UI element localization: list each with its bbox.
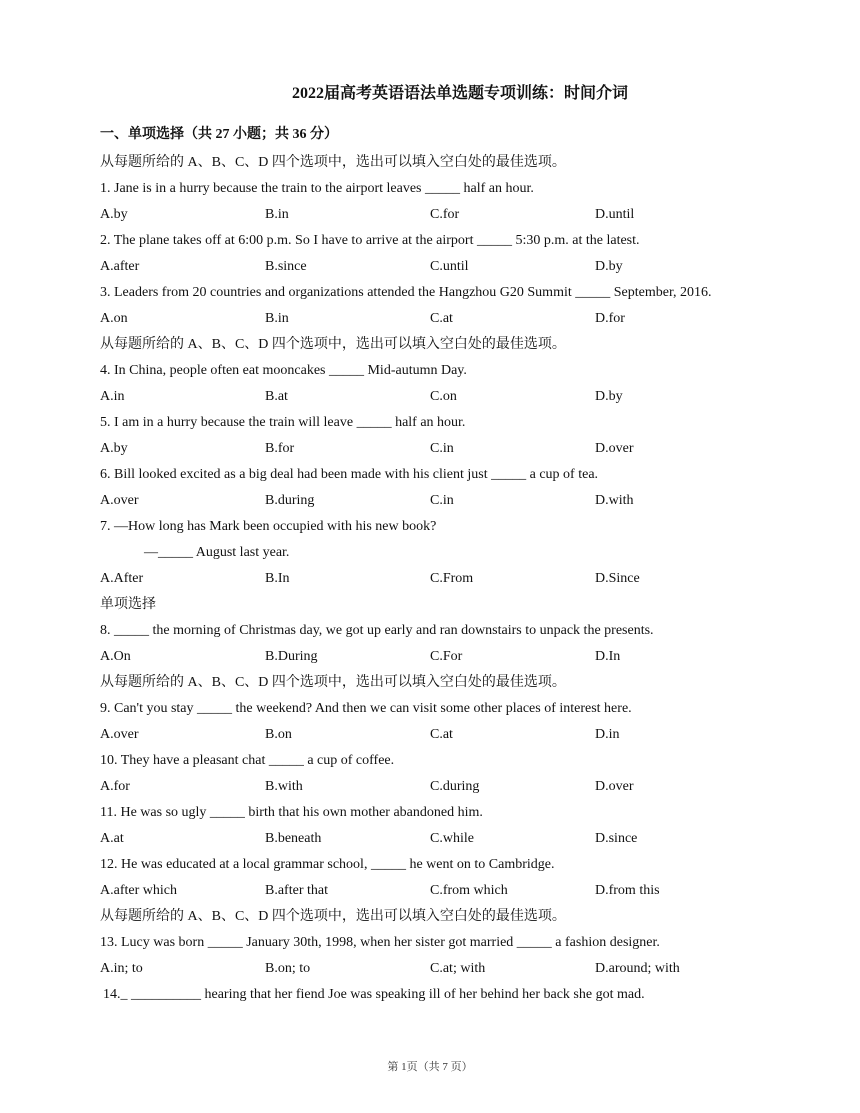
- option-row: [100, 436, 780, 462]
- option-row: [100, 566, 780, 592]
- question-stem: 9. Can't you stay _____ the weekend? And then we can visit some other places of interest here.: [100, 701, 632, 716]
- option-d: D.Since: [595, 571, 640, 586]
- option-c: C.on: [430, 389, 457, 404]
- option-a: A.on: [100, 311, 128, 326]
- option-d: D.until: [595, 207, 635, 222]
- option-d: D.since: [595, 831, 638, 846]
- option-a: A.by: [100, 207, 128, 222]
- section-heading: 一、单项选择（共 27 小题；共 36 分）: [100, 127, 338, 142]
- option-c: C.during: [430, 779, 480, 794]
- option-b: B.during: [265, 493, 315, 508]
- option-a: A.over: [100, 727, 139, 742]
- question-list: [100, 122, 780, 1008]
- option-a: A.After: [100, 571, 144, 586]
- option-row: [100, 254, 780, 280]
- instruction-text: 从每题所给的 A、B、C、D 四个选项中，选出可以填入空白处的最佳选项。: [100, 675, 566, 690]
- option-b: B.in: [265, 207, 289, 222]
- page-footer: 第 1页（共 7 页）: [387, 1061, 473, 1073]
- option-row: [100, 722, 780, 748]
- question-stem: 2. The plane takes off at 6:00 p.m. So I have to arrive at the airport _____ 5:30 p.m. at the latest.: [100, 233, 640, 248]
- option-b: B.at: [265, 389, 288, 404]
- option-c: C.until: [430, 259, 469, 274]
- option-d: D.from this: [595, 883, 660, 898]
- option-d: D.by: [595, 259, 623, 274]
- option-b: B.In: [265, 571, 290, 586]
- option-row: [100, 774, 780, 800]
- question-stem: 5. I am in a hurry because the train will leave _____ half an hour.: [100, 415, 466, 430]
- question-stem: 10. They have a pleasant chat _____ a cup of coffee.: [100, 753, 395, 768]
- instruction-text: 从每题所给的 A、B、C、D 四个选项中，选出可以填入空白处的最佳选项。: [100, 155, 566, 170]
- option-row: [100, 826, 780, 852]
- option-a: A.for: [100, 779, 130, 794]
- option-d: D.for: [595, 311, 625, 326]
- option-b: B.since: [265, 259, 307, 274]
- option-b: B.for: [265, 441, 295, 456]
- option-c: C.in: [430, 493, 454, 508]
- option-d: D.in: [595, 727, 620, 742]
- question-stem: 12. He was educated at a local grammar school, _____ he went on to Cambridge.: [100, 857, 555, 872]
- question-stem: 3. Leaders from 20 countries and organizations attended the Hangzhou G20 Summit _____ September, 2016.: [100, 285, 712, 300]
- question-stem: 13. Lucy was born _____ January 30th, 1998, when her sister got married _____ a fashion designer.: [100, 935, 660, 950]
- option-d: D.over: [595, 441, 634, 456]
- question-stem: 8. _____ the morning of Christmas day, we got up early and ran downstairs to unpack the presents.: [100, 623, 654, 638]
- question-stem: 7. —How long has Mark been occupied with his new book?: [100, 519, 437, 534]
- option-a: A.after which: [100, 883, 177, 898]
- option-c: C.From: [430, 571, 474, 586]
- option-c: C.in: [430, 441, 454, 456]
- option-row: [100, 306, 780, 332]
- option-a: A.On: [100, 649, 131, 664]
- option-d: D.by: [595, 389, 623, 404]
- option-row: [100, 644, 780, 670]
- option-b: B.in: [265, 311, 289, 326]
- question-stem: 6. Bill looked excited as a big deal had been made with his client just _____ a cup of tea.: [100, 467, 599, 482]
- option-row: [100, 488, 780, 514]
- question-stem: 4. In China, people often eat mooncakes _____ Mid-autumn Day.: [100, 363, 467, 378]
- option-c: C.from which: [430, 883, 508, 898]
- option-a: A.in: [100, 389, 125, 404]
- option-a: A.by: [100, 441, 128, 456]
- subheading: 单项选择: [100, 597, 156, 612]
- option-row: [100, 202, 780, 228]
- option-a: A.at: [100, 831, 124, 846]
- question-stem-reply: —_____ August last year.: [144, 545, 290, 560]
- instruction-text: 从每题所给的 A、B、C、D 四个选项中，选出可以填入空白处的最佳选项。: [100, 337, 566, 352]
- option-b: B.on; to: [265, 961, 311, 976]
- option-b: B.beneath: [265, 831, 322, 846]
- option-row: [100, 956, 780, 982]
- option-c: C.for: [430, 207, 460, 222]
- option-a: A.in; to: [100, 961, 143, 976]
- option-row: [100, 878, 780, 904]
- option-a: A.over: [100, 493, 139, 508]
- option-b: B.During: [265, 649, 318, 664]
- option-c: C.while: [430, 831, 474, 846]
- option-b: B.after that: [265, 883, 328, 898]
- option-d: D.around; with: [595, 961, 680, 976]
- option-d: D.In: [595, 649, 621, 664]
- option-d: D.with: [595, 493, 634, 508]
- question-stem: 1. Jane is in a hurry because the train to the airport leaves _____ half an hour.: [100, 181, 534, 196]
- question-stem: 14._ __________ hearing that her fiend Joe was speaking ill of her behind her back she got mad.: [103, 987, 645, 1002]
- question-stem: 11. He was so ugly _____ birth that his own mother abandoned him.: [100, 805, 483, 820]
- instruction-text: 从每题所给的 A、B、C、D 四个选项中，选出可以填入空白处的最佳选项。: [100, 909, 566, 924]
- option-d: D.over: [595, 779, 634, 794]
- option-b: B.on: [265, 727, 292, 742]
- option-c: C.at: [430, 727, 453, 742]
- option-c: C.For: [430, 649, 463, 664]
- option-row: [100, 384, 780, 410]
- option-b: B.with: [265, 779, 303, 794]
- page-title: 2022届高考英语语法单选题专项训练：时间介词: [291, 85, 628, 102]
- option-c: C.at; with: [430, 961, 486, 976]
- option-a: A.after: [100, 259, 140, 274]
- option-c: C.at: [430, 311, 453, 326]
